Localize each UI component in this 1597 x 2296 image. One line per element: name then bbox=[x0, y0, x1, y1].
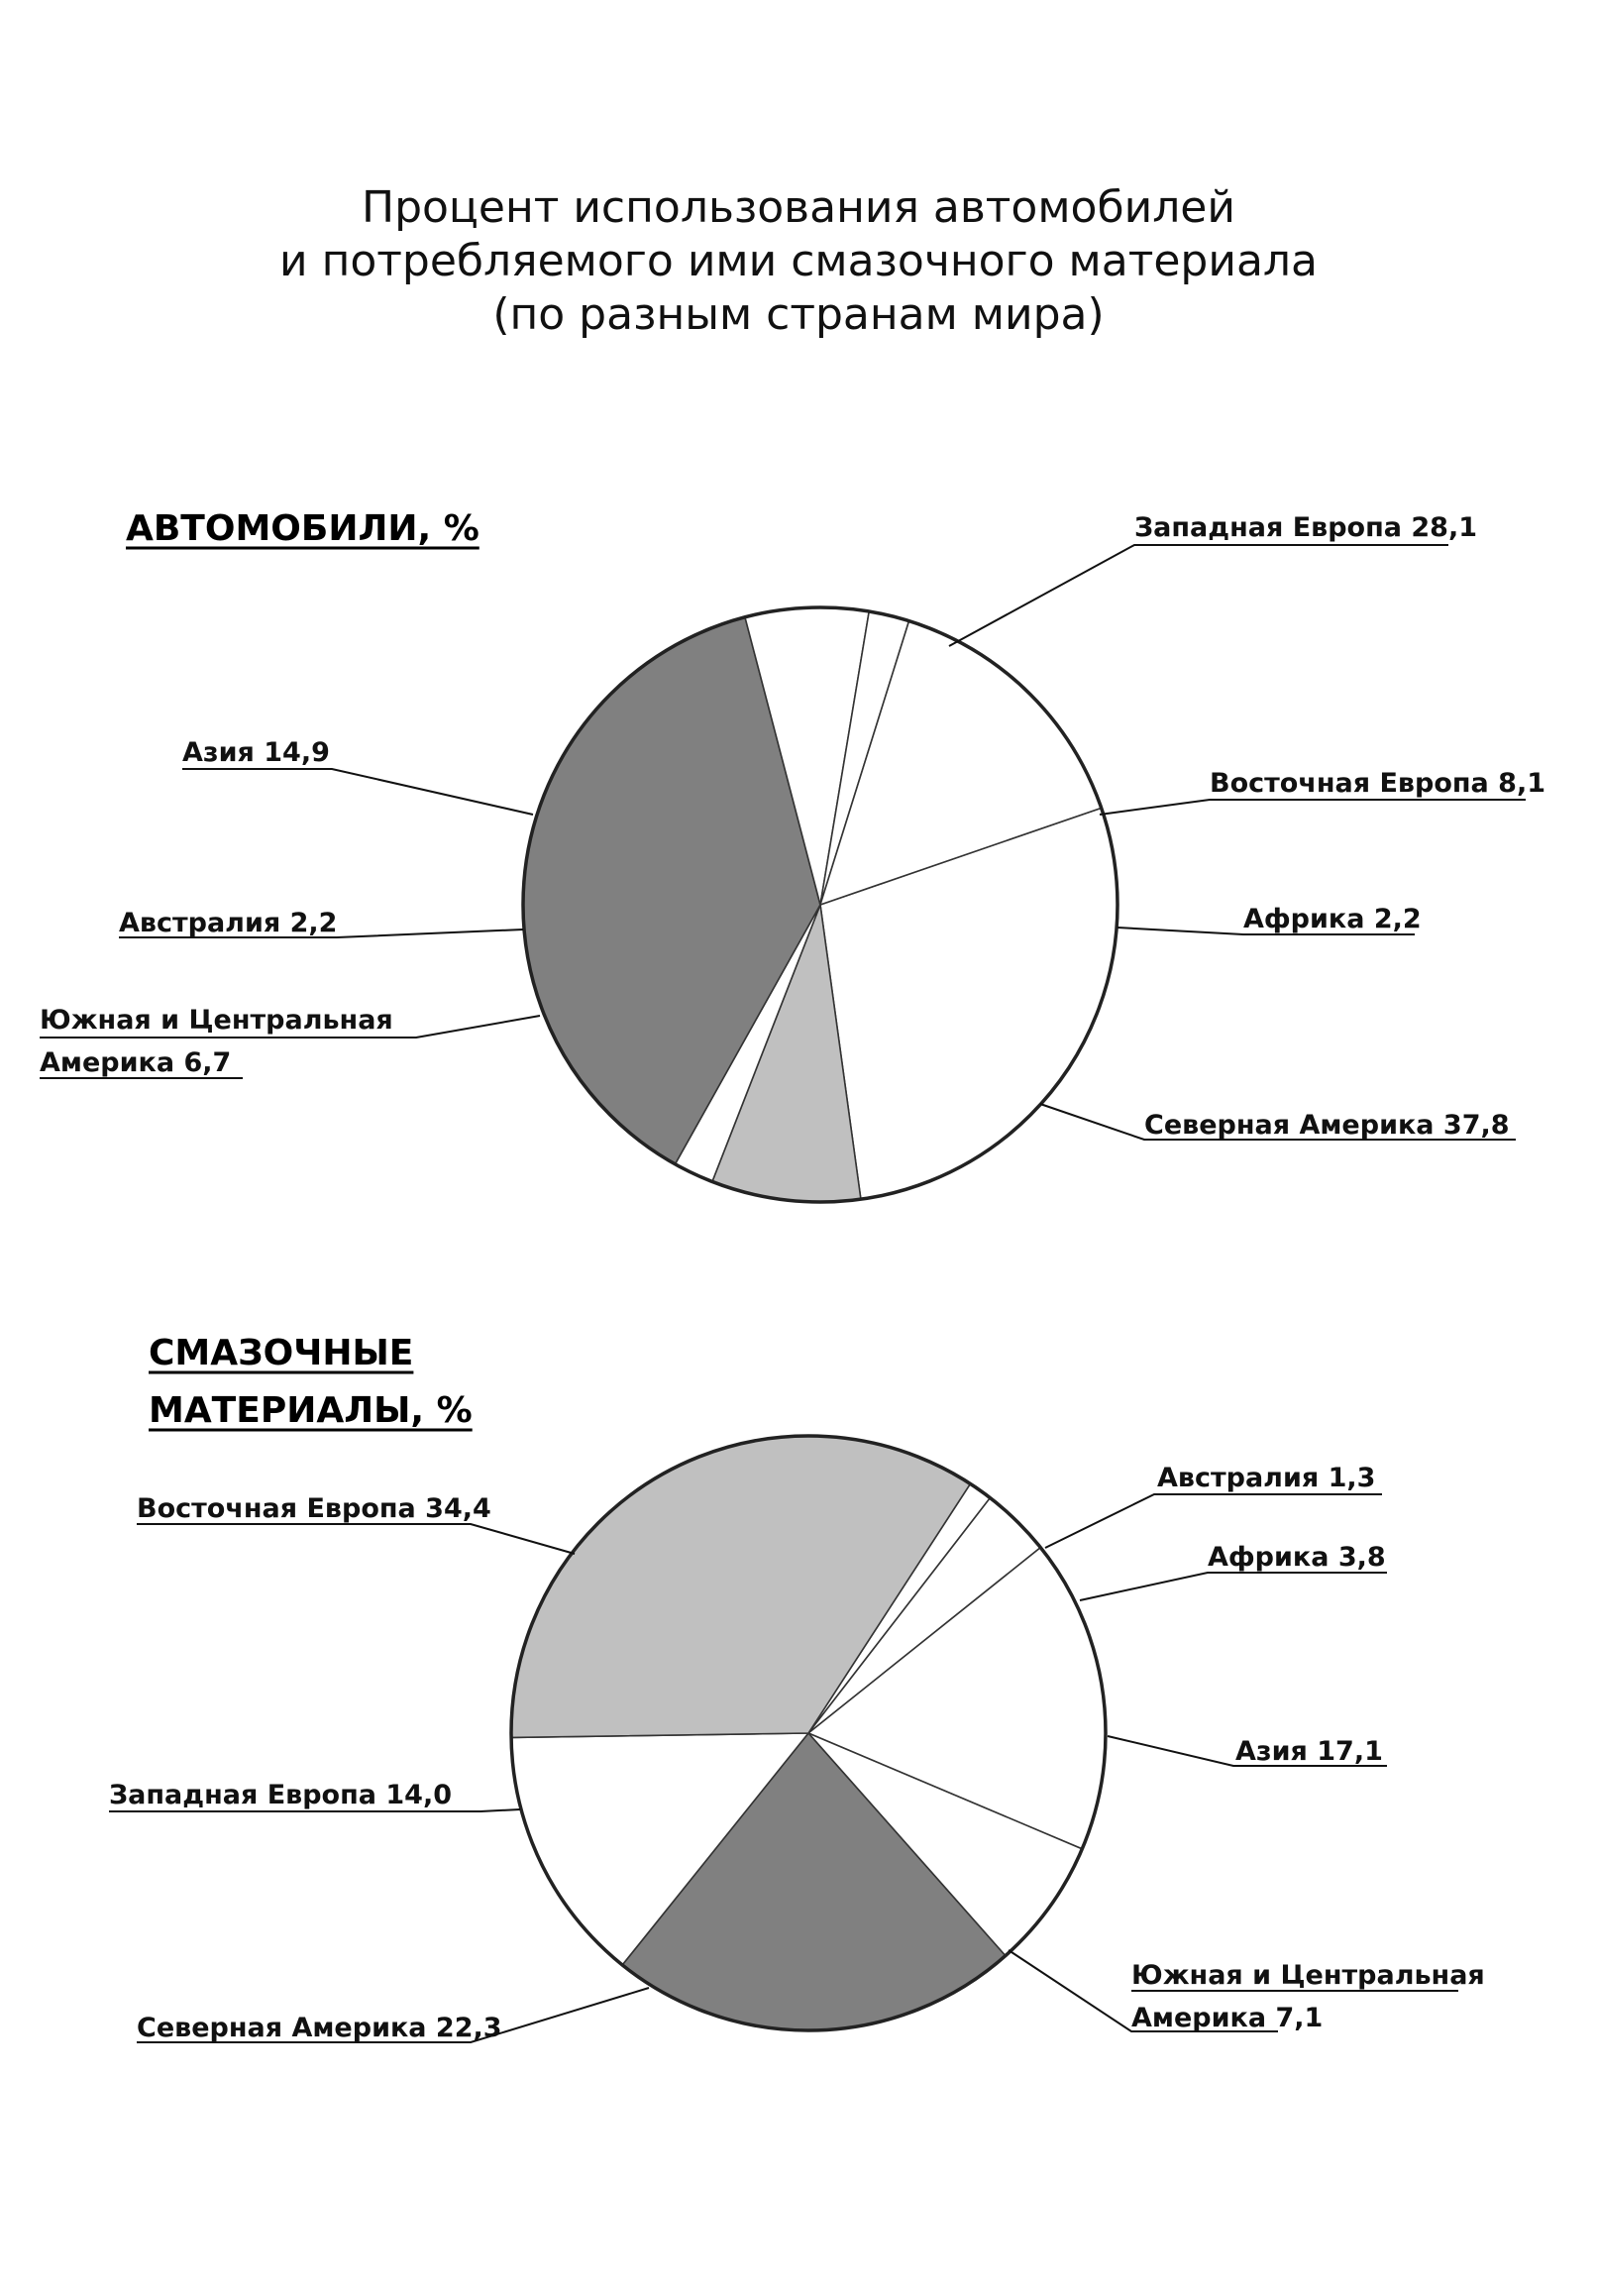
main-title-line-1: Процент использования автомобилей bbox=[362, 182, 1235, 233]
leader-line bbox=[1100, 800, 1526, 815]
leader-line bbox=[949, 545, 1448, 646]
slice-label: Восточная Европа 8,1 bbox=[1210, 768, 1545, 799]
lubricants-pie-chart bbox=[109, 1333, 1485, 2043]
chart-heading-line: МАТЕРИАЛЫ, % bbox=[149, 1390, 473, 1431]
main-title-line-3: (по разным странам мира) bbox=[492, 289, 1105, 340]
slice-label: Западная Европа 28,1 bbox=[1134, 512, 1477, 543]
slice-label: Америка 7,1 bbox=[1131, 2003, 1324, 2033]
leader-line bbox=[1080, 1573, 1387, 1600]
chart-heading-line: АВТОМОБИЛИ, % bbox=[126, 508, 479, 549]
slice-label: Восточная Европа 34,4 bbox=[137, 1493, 491, 1524]
slice-label: Азия 14,9 bbox=[182, 737, 330, 768]
leader-line bbox=[137, 1524, 575, 1554]
slice-label: Южная и Центральная bbox=[1131, 1960, 1485, 1991]
slice-label: Африка 2,2 bbox=[1243, 904, 1422, 934]
slice-label: Австралия 2,2 bbox=[119, 908, 338, 938]
slice-label: Западная Европа 14,0 bbox=[109, 1780, 452, 1810]
slice-label: Южная и Центральная bbox=[40, 1005, 393, 1036]
slice-label: Америка 6,7 bbox=[40, 1047, 232, 1078]
main-title-line-2: и потребляемого ими смазочного материала bbox=[278, 236, 1318, 286]
chart-heading-line: СМАЗОЧНЫЕ bbox=[149, 1333, 414, 1373]
slice-label: Австралия 1,3 bbox=[1157, 1463, 1376, 1493]
slice-label: Азия 17,1 bbox=[1235, 1736, 1383, 1767]
leader-line bbox=[1045, 1494, 1382, 1548]
leader-line bbox=[182, 769, 533, 815]
slice-label: Северная Америка 37,8 bbox=[1144, 1110, 1510, 1141]
cars-pie-chart bbox=[40, 508, 1545, 1202]
slice-label: Африка 3,8 bbox=[1208, 1542, 1386, 1573]
slice-label: Северная Америка 22,3 bbox=[137, 2013, 502, 2043]
